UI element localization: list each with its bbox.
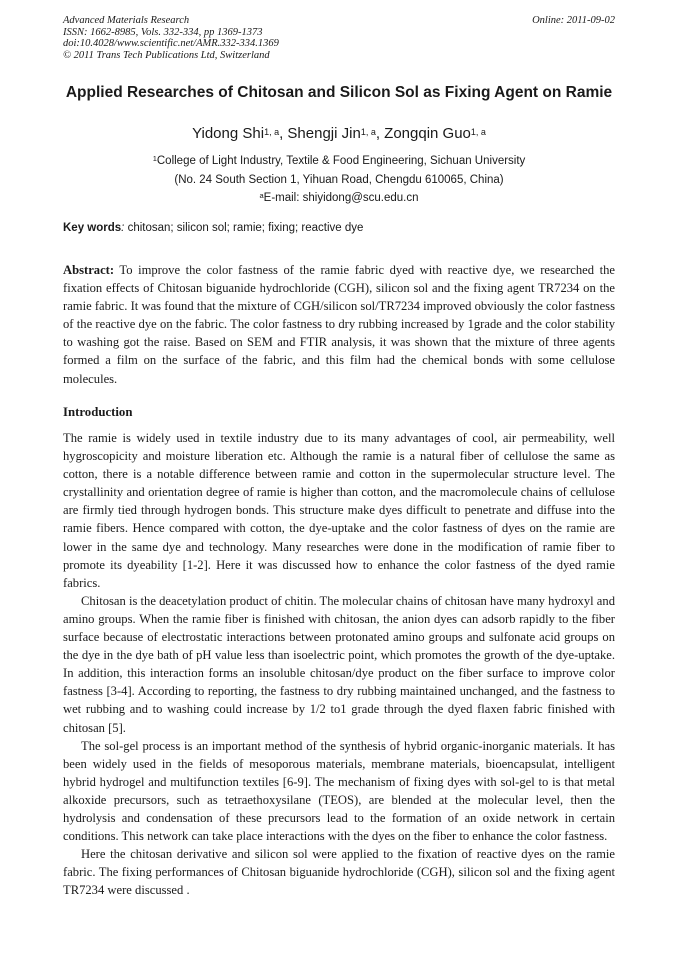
paragraph: The sol-gel process is an important method of the synthesis of hybrid organic-inorganic materials. It has been widely used in the fields of mesoporous materials, membrane materials, bioencapsulat, intelligent hybrid hydrogel and multifunction textiles [6-9]. The mechanism of fixing dyes with sol-gel to is that metal alkoxide precursors, such as tetraethoxysilane (TEOS), are blended at the molecular level, then the hydrolysis and condensation of these precursors lead to the formation of an oxide network in certain conditions. This network can take place interactions with the dyes on the fiber to enhance the color fastness. bbox=[63, 738, 615, 844]
affiliation-address: (No. 24 South Section 1, Yihuan Road, Chengdu 610065, China) bbox=[174, 174, 504, 186]
abstract bbox=[63, 261, 615, 388]
author-separator: , bbox=[279, 125, 288, 142]
keywords bbox=[63, 221, 363, 235]
author-affiliation-mark: 1, a bbox=[470, 127, 486, 137]
introduction-body bbox=[63, 429, 615, 899]
author-email: E-mail: shiyidong@scu.edu.cn bbox=[263, 192, 419, 204]
affiliation-mark: 1 bbox=[152, 154, 157, 163]
email-mark: a bbox=[259, 191, 264, 200]
author-separator: , bbox=[375, 125, 385, 142]
author-affiliation-mark: 1, a bbox=[360, 127, 376, 137]
author-name: Shengji Jin bbox=[287, 125, 361, 142]
keywords-label: Key words bbox=[63, 222, 122, 234]
author-list bbox=[63, 124, 615, 144]
journal-doi: doi:10.4028/www.scientific.net/AMR.332-334.1369 bbox=[63, 38, 279, 49]
journal-name: Advanced Materials Research bbox=[63, 15, 190, 26]
paragraph: Chitosan is the deacetylation product of chitin. The molecular chains of chitosan have many hydroxyl and amino groups. When the ramie fiber is finished with chitosan, the anion dyes can adsorb rapidly to the fiber surface because of electrostatic interactions between protonated amino groups and sulfonate acid groups on the dye in the dye bath of pH value less than isoelectric point, which promotes the growth of the dye-uptake. In addition, this interaction forms an insoluble chitosan/dye product on the fiber surface to improve color fastness [3-4]. According to reporting, the fastness to dry rubbing maintained unchanged, and the fastness to wet rubbing and to washing could increase by 1/2 to1 grade through the dyed flaxen fabric finished with chitosan [5]. bbox=[63, 593, 615, 735]
paragraph: Here the chitosan derivative and silicon sol were applied to the fixation of reactive dyes on the ramie fabric. The fixing performances of Chitosan biguanide hydrochloride (CGH), silicon sol and the fixing agent TR7234 were discussed . bbox=[63, 847, 615, 898]
keywords-colon: : bbox=[121, 222, 125, 234]
affiliation-institution: College of Light Industry, Textile & Food Engineering, Sichuan University bbox=[156, 155, 526, 167]
affiliation-line-1 bbox=[63, 154, 615, 168]
paper-title: Applied Researches of Chitosan and Silicon Sol as Fixing Agent on Ramie bbox=[65, 84, 613, 101]
paragraph: The ramie is widely used in textile industry due to its many advantages of cool, air permeability, well hygroscopicity and moisture liberation etc. Although the ramie is a natural fiber of cellulose the same as cotton, there is a notable difference between ramie and cotton in the supermolecular structure level. The crystallinity and orientation degree of ramie is higher than cotton, and the macromolecule chains of cellulose are firmly tied through hydrogen bonds. This structure make dyes difficult to penetrate and diffuse into the ramie fibers. Hence compared with cotton, the dye-uptake and the color fastness of dyes on the ramie are lower in the same dye and technology. Many researches were done in the modification of ramie fiber to promote its dyeability [1-2]. Here it was discussed how to enhance the color fastness of the dyed ramie fabrics. bbox=[63, 431, 615, 590]
journal-copyright: © 2011 Trans Tech Publications Ltd, Switzerland bbox=[63, 49, 270, 61]
affiliation-email-line bbox=[63, 191, 615, 205]
author-name: Zongqin Guo bbox=[384, 125, 471, 142]
abstract-label: Abstract: bbox=[63, 263, 115, 277]
author-name: Yidong Shi bbox=[192, 125, 265, 142]
online-date: Online: 2011-09-02 bbox=[532, 15, 615, 26]
author-affiliation-mark: 1, a bbox=[264, 127, 280, 137]
keywords-text: chitosan; silicon sol; ramie; fixing; reactive dye bbox=[124, 222, 364, 234]
journal-issn: ISSN: 1662-8985, Vols. 332-334, pp 1369-1373 bbox=[63, 26, 263, 38]
abstract-text: To improve the color fastness of the ramie fabric dyed with reactive dye, we researched the fixation effects of Chitosan biguanide hydrochloride (CGH), silicon sol and the fixing agent TR7234 on the ramie fabric. It was found that the mixture of CGH/silicon sol/TR7234 improved obviously the color fastness of the reactive dye on the fabric. The color fastness to dry rubbing increased by 1grade and the color stability to washing got the raise. Based on SEM and FTIR analysis, it was shown that the mixture of three agents formed a film on the surface of the fabric, and this film had the chemical bonds with some cellulose molecules. bbox=[63, 263, 615, 386]
journal-header bbox=[63, 15, 279, 61]
section-heading-introduction: Introduction bbox=[63, 405, 133, 419]
